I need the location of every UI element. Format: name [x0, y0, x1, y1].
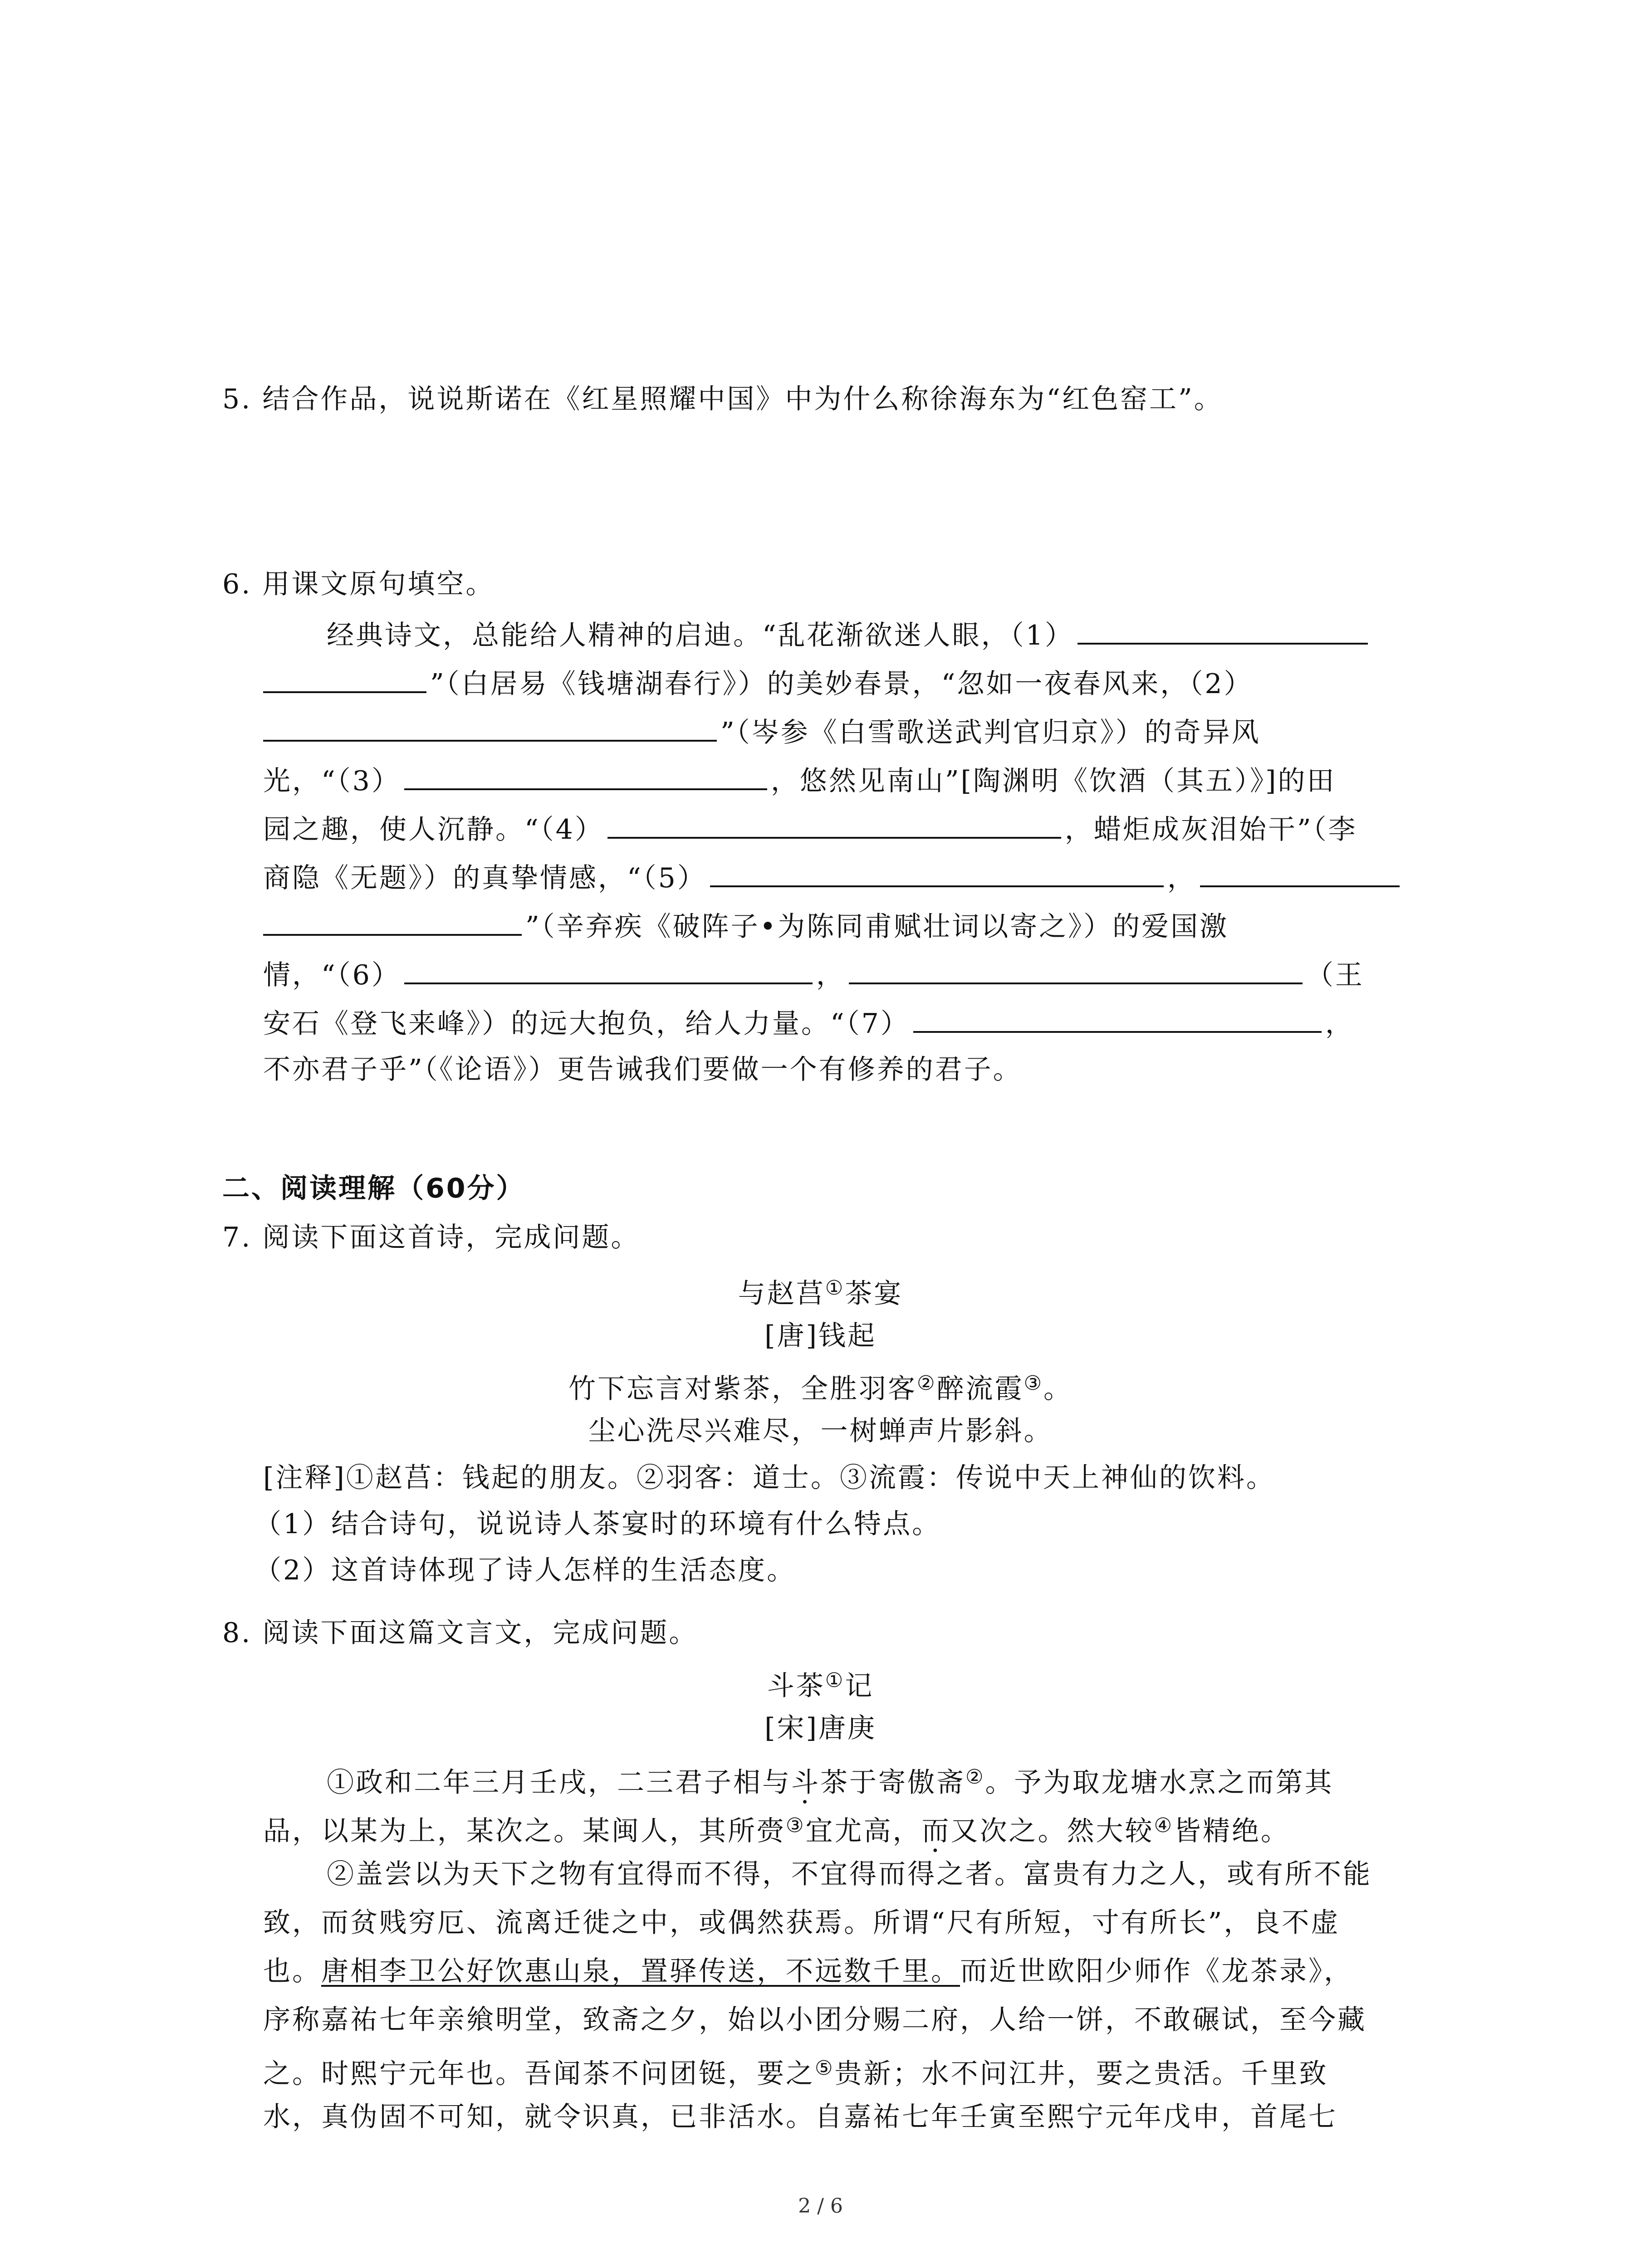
fill-blank-3[interactable]	[404, 760, 767, 790]
poem-title	[0, 1270, 1641, 1312]
essay-title-text: 斗茶	[767, 1670, 825, 1702]
essay-p1a: ①政和二年三月壬戌，二三君子相与	[327, 1767, 791, 1799]
essay-author-text: [宋]唐庚	[764, 1712, 877, 1744]
essay-title	[0, 1662, 1641, 1704]
question-6-line-1	[327, 615, 1372, 654]
poem-footnote-2: ②	[917, 1372, 937, 1395]
essay-p7a: 之。时熙宁元年也。吾闻茶不问团铤，要之	[263, 2058, 815, 2090]
essay-p2d: 皆精绝。	[1173, 1815, 1290, 1847]
essay-p2a: 品，以某为上，某次之。某闽人，其所赍	[263, 1815, 786, 1847]
essay-p7b: 贵新；水不问江井，要之贵活。千里致	[834, 2058, 1328, 2090]
question-6-line-2	[263, 663, 1253, 702]
essay-para-1-line-1	[327, 1759, 1333, 1801]
essay-para-2-line-3	[263, 1953, 1353, 1989]
poem-author-text: [唐]钱起	[764, 1320, 877, 1352]
q6-line-4a-text: 光，“（3）	[263, 765, 401, 797]
essay-title-end: 记	[845, 1670, 874, 1702]
emphasis-char-er: 而	[921, 1815, 951, 1847]
question-7-sub-2	[254, 1552, 796, 1589]
poem-notes-text: [注释]①赵莒：钱起的朋友。②羽客：道士。③流霞：传说中天上神仙的饮料。	[263, 1462, 1275, 1494]
fill-blank-1[interactable]	[1078, 615, 1368, 645]
essay-p5a: 也。	[263, 1955, 321, 1987]
q6-line-7-text: ”（辛弃疾《破阵子•为陈同甫赋壮词以寄之》）的爱国激	[525, 911, 1229, 943]
fill-blank-1-cont[interactable]	[263, 663, 426, 693]
essay-p6: 序称嘉祐七年亲飨明堂，致斋之夕，始以小团分赐二府，人给一饼，不敢碾试，至今藏	[263, 2004, 1367, 2036]
question-5	[222, 381, 1223, 417]
question-6-line-6	[263, 857, 1403, 896]
fill-blank-7[interactable]	[913, 1003, 1322, 1033]
emphasis-char-dou: 斗	[791, 1767, 820, 1799]
fill-blank-4[interactable]	[607, 809, 1061, 839]
essay-p5b: 而近世欧阳少师作《龙茶录》，	[960, 1955, 1353, 1987]
poem-title-footnote: ①	[825, 1276, 845, 1300]
question-6-title-text: 6. 用课文原句填空。	[222, 568, 495, 600]
poem-line-2	[0, 1413, 1641, 1449]
essay-footnote-4: ④	[1154, 1814, 1174, 1837]
section-heading-text: 二、阅读理解（60分）	[222, 1173, 525, 1204]
question-6-line-4	[263, 760, 1336, 799]
question-5-text: 5. 结合作品，说说斯诺在《红星照耀中国》中为什么称徐海东为“红色窑工”。	[222, 383, 1223, 415]
q6-line-5a-text: 园之趣，使人沉静。“（4）	[263, 814, 604, 846]
question-8-title-text: 8. 阅读下面这篇文言文，完成问题。	[222, 1617, 698, 1649]
question-6-line-8	[263, 954, 1364, 993]
question-8-title	[222, 1615, 698, 1651]
question-6-line-9	[263, 1003, 1354, 1042]
poem-line-1b: 醉流霞	[936, 1373, 1024, 1405]
essay-para-2-line-6	[263, 2099, 1337, 2135]
fill-blank-5a[interactable]	[710, 857, 1164, 887]
essay-para-2-line-5	[263, 2050, 1328, 2092]
essay-author	[0, 1710, 1641, 1746]
poem-line-1	[0, 1365, 1641, 1407]
section-heading	[222, 1170, 525, 1207]
essay-p1c: 。予为取龙塘水烹之而第其	[985, 1767, 1334, 1799]
underlined-sentence: 唐相李卫公好饮惠山泉，置驿传送，不远数千里。	[321, 1955, 960, 1987]
poem-notes	[263, 1460, 1275, 1496]
essay-para-1-line-2	[263, 1808, 1290, 1849]
essay-footnote-2: ②	[965, 1765, 985, 1789]
q6-line-10-text: 不亦君子乎”（《论语》）更告诫我们要做一个有修养的君子。	[263, 1054, 1022, 1085]
question-6-title	[222, 566, 495, 602]
fill-blank-5b-cont[interactable]	[263, 906, 522, 936]
question-7-title-text: 7. 阅读下面这首诗，完成问题。	[222, 1222, 640, 1253]
essay-p2b: 宜尤高，	[805, 1815, 922, 1847]
poem-author	[0, 1318, 1641, 1354]
page-number: 2 / 6	[798, 2195, 843, 2218]
essay-footnote-5: ⑤	[815, 2057, 835, 2080]
q6-line-5b-text: ，蜡炬成灰泪始干”（李	[1064, 814, 1357, 846]
question-6-line-10	[263, 1051, 1022, 1088]
essay-p1b: 茶于寄傲斋	[820, 1767, 965, 1799]
essay-title-footnote: ①	[825, 1669, 845, 1692]
poem-title-text: 与赵莒	[738, 1278, 825, 1310]
question-6-line-3	[263, 712, 1261, 751]
q6-line-8c-text: （王	[1306, 959, 1364, 991]
q6-line-6b-text: ，	[1167, 862, 1196, 894]
essay-para-2-line-4	[263, 2002, 1367, 2038]
q6-line-4b-text: ，悠然见南山”[陶渊明《饮酒（其五）》]的田	[770, 765, 1336, 797]
question-7-sub-1-text: （1）结合诗句，说说诗人茶宴时的环境有什么特点。	[254, 1508, 941, 1540]
q6-line-8b-text: ，	[816, 959, 845, 991]
poem-line-2-text: 尘心洗尽兴难尽，一树蝉声片影斜。	[588, 1415, 1053, 1447]
essay-p4: 致，而贫贱穷厄、流离迁徙之中，或偶然获焉。所谓“尺有所短，寸有所长”，良不虚	[263, 1907, 1340, 1939]
poem-line-1c: 。	[1043, 1373, 1073, 1405]
question-6-line-5	[263, 809, 1357, 848]
poem-footnote-3: ③	[1024, 1372, 1043, 1395]
question-7-sub-1	[254, 1506, 941, 1542]
poem-line-1a: 竹下忘言对紫茶，全胜羽客	[568, 1373, 917, 1405]
q6-line-2-text: ”（白居易《钱塘湖春行》）的美妙春景，“忽如一夜春风来，（2）	[430, 668, 1253, 700]
essay-para-2-line-1	[327, 1856, 1372, 1892]
q6-line-9a-text: 安石《登飞来峰》）的远大抱负，给人力量。“（7）	[263, 1008, 910, 1040]
essay-para-2-line-2	[263, 1905, 1340, 1941]
fill-blank-6b[interactable]	[849, 954, 1303, 984]
question-6-line-7	[263, 906, 1229, 945]
fill-blank-5b[interactable]	[1200, 857, 1400, 887]
essay-p3: ②盖尝以为天下之物有宜得而不得，不宜得而得之者。富贵有力之人，或有所不能	[327, 1858, 1372, 1890]
q6-line-8a-text: 情，“（6）	[263, 959, 401, 991]
q6-line-3-text: ”（岑参《白雪歌送武判官归京》）的奇异风	[720, 717, 1261, 748]
essay-p8: 水，真伪固不可知，就令识真，已非活水。自嘉祐七年壬寅至熙宁元年戊申，首尾七	[263, 2101, 1337, 2133]
essay-p2c: 又次之。然大较	[950, 1815, 1154, 1847]
q6-line-1-text: 经典诗文，总能给人精神的启迪。“乱花渐欲迷人眼，（1）	[327, 620, 1074, 651]
fill-blank-2[interactable]	[263, 712, 717, 742]
q6-line-6a-text: 商隐《无题》）的真挚情感，“（5）	[263, 862, 706, 894]
q6-line-9b-text: ，	[1325, 1008, 1354, 1040]
question-7-sub-2-text: （2）这首诗体现了诗人怎样的生活态度。	[254, 1554, 796, 1586]
essay-footnote-3: ③	[786, 1814, 806, 1837]
poem-title-end: 茶宴	[845, 1278, 903, 1310]
fill-blank-6a[interactable]	[404, 954, 813, 984]
question-7-title	[222, 1219, 640, 1256]
